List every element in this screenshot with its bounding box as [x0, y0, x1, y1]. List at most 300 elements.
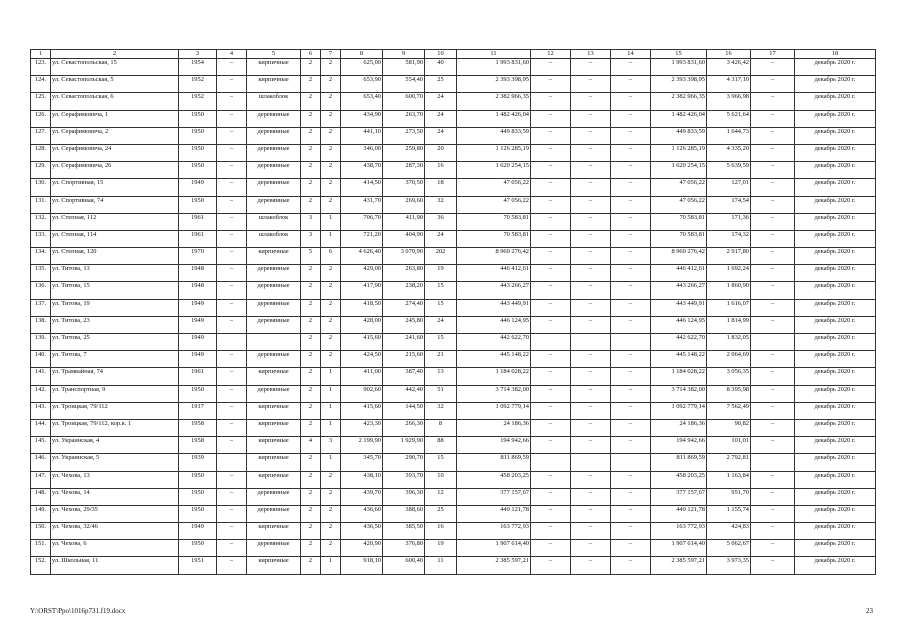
table-cell: – [571, 196, 611, 213]
table-cell: – [531, 179, 571, 196]
table-cell: 194 942,66 [651, 437, 707, 454]
table-cell: 171,36 [707, 213, 751, 230]
table-cell: 2 385 597,21 [457, 557, 531, 574]
column-number: 13 [571, 50, 611, 59]
table-cell: 101,01 [707, 437, 751, 454]
table-cell: 12 [425, 488, 457, 505]
table-cell: 449 121,78 [457, 505, 531, 522]
table-cell: 2 393 398,95 [457, 76, 531, 93]
table-cell: – [531, 76, 571, 93]
table-cell: декабрь 2020 г. [795, 471, 876, 488]
table-cell: декабрь 2020 г. [795, 299, 876, 316]
table-cell: 24 186,36 [651, 419, 707, 436]
table-cell: – [217, 76, 247, 93]
table-cell: – [611, 488, 651, 505]
table-cell: декабрь 2020 г. [795, 351, 876, 368]
table-cell: 32 [425, 196, 457, 213]
table-cell: – [217, 110, 247, 127]
table-row [31, 523, 876, 540]
table-cell: – [531, 402, 571, 419]
table-cell: 2 [301, 179, 321, 196]
table-cell: кирпичные [247, 523, 301, 540]
table-row [31, 93, 876, 110]
table-cell: 2 [301, 351, 321, 368]
table-cell: – [571, 505, 611, 522]
table-cell: – [571, 316, 611, 333]
table-cell: – [531, 471, 571, 488]
table-cell: – [751, 402, 795, 419]
table-cell: 2 [321, 144, 341, 161]
table-cell: – [571, 76, 611, 93]
table-cell: декабрь 2020 г. [795, 419, 876, 436]
table-cell: 47 056,22 [457, 196, 531, 213]
table-cell: 2 [321, 540, 341, 557]
table-cell: – [217, 488, 247, 505]
table-cell [217, 454, 247, 471]
table-cell: – [611, 144, 651, 161]
table-cell [611, 454, 651, 471]
column-number: 5 [247, 50, 301, 59]
table-cell [531, 454, 571, 471]
table-cell: 811 869,59 [457, 454, 531, 471]
table-cell: 721,20 [341, 230, 383, 247]
table-cell: ул. Школьная, 11 [51, 557, 179, 574]
table-cell: – [611, 385, 651, 402]
table-cell: 1950 [179, 540, 217, 557]
table-cell: деревянные [247, 196, 301, 213]
table-cell: 287,30 [383, 162, 425, 179]
table-cell: – [611, 265, 651, 282]
table-cell: 245,80 [383, 316, 425, 333]
table-cell: – [571, 557, 611, 574]
table-cell: 21 [425, 351, 457, 368]
table-cell: ул. Чехова, 6 [51, 540, 179, 557]
table-cell: 1 620 254,15 [457, 162, 531, 179]
table-cell: ул. Украинская, 4 [51, 437, 179, 454]
table-cell: – [571, 523, 611, 540]
table-cell [751, 334, 795, 351]
table-cell: ул. Титова, 13 [51, 265, 179, 282]
table-cell: 2 [301, 419, 321, 436]
table-cell: декабрь 2020 г. [795, 196, 876, 213]
table-cell: – [611, 540, 651, 557]
table-row [31, 351, 876, 368]
table-cell: 10 [425, 471, 457, 488]
table-cell: 1 814,99 [707, 316, 751, 333]
table-cell: – [531, 213, 571, 230]
table-cell: декабрь 2020 г. [795, 76, 876, 93]
table-cell: – [571, 59, 611, 76]
table-cell: 1949 [179, 523, 217, 540]
table-cell: 2 [321, 488, 341, 505]
table-cell: 415,60 [341, 402, 383, 419]
table-cell: 2 792,81 [707, 454, 751, 471]
table-cell: 3 [321, 437, 341, 454]
table-cell: 446 412,61 [457, 265, 531, 282]
table-cell: – [571, 179, 611, 196]
table-cell: 554,40 [383, 76, 425, 93]
table-cell: ул. Чехова, 13 [51, 471, 179, 488]
table-cell: деревянные [247, 316, 301, 333]
table-cell: деревянные [247, 505, 301, 522]
table-cell: 438,70 [341, 162, 383, 179]
table-row [31, 144, 876, 161]
table-cell: 2 [301, 505, 321, 522]
table-cell: 4 626,40 [341, 248, 383, 265]
table-cell: 1 620 254,15 [651, 162, 707, 179]
table-cell: – [571, 93, 611, 110]
table-cell: 128. [31, 144, 51, 161]
table-cell: 2 [321, 505, 341, 522]
table-cell: 600,40 [383, 557, 425, 574]
table-cell: – [217, 93, 247, 110]
table-cell: 130. [31, 179, 51, 196]
table-cell: 2 382 966,35 [651, 93, 707, 110]
table-cell: кирпичные [247, 454, 301, 471]
table-cell: 6 [321, 248, 341, 265]
table-cell: декабрь 2020 г. [795, 213, 876, 230]
table-cell: – [217, 213, 247, 230]
table-cell: 420,90 [341, 540, 383, 557]
table-row [31, 488, 876, 505]
table-cell: 132. [31, 213, 51, 230]
column-number: 14 [611, 50, 651, 59]
table-cell: 1 [321, 402, 341, 419]
table-cell: ул. Титова, 15 [51, 282, 179, 299]
table-cell: – [751, 505, 795, 522]
table-cell: 1958 [179, 419, 217, 436]
table-cell: – [751, 316, 795, 333]
table-cell: 653,90 [341, 76, 383, 93]
table-cell: 13 [425, 368, 457, 385]
table-cell: 1 482 426,04 [651, 110, 707, 127]
table-cell: 127,01 [707, 179, 751, 196]
table-cell: 2 [321, 523, 341, 540]
table-cell: – [531, 351, 571, 368]
table-row [31, 385, 876, 402]
table-cell: ул. Серафимовича, 2 [51, 127, 179, 144]
table-cell: 163 772,93 [457, 523, 531, 540]
table-cell: 2 385 597,21 [651, 557, 707, 574]
table-row [31, 248, 876, 265]
table-cell: 24 [425, 316, 457, 333]
table-cell: 1952 [179, 76, 217, 93]
table-cell: декабрь 2020 г. [795, 454, 876, 471]
table-cell: 449 833,59 [651, 127, 707, 144]
table-cell [571, 334, 611, 351]
table-cell: – [751, 299, 795, 316]
table-cell: 5 062,67 [707, 540, 751, 557]
table-cell: 1917 [179, 402, 217, 419]
table-row [31, 471, 876, 488]
column-number: 17 [751, 50, 795, 59]
table-cell: 47 056,22 [457, 179, 531, 196]
table-cell: деревянные [247, 110, 301, 127]
table-cell: – [751, 179, 795, 196]
table-cell: 8 395,98 [707, 385, 751, 402]
table-cell: 2 [301, 127, 321, 144]
table-cell: 1950 [179, 127, 217, 144]
table-row [31, 213, 876, 230]
table-cell: 393,70 [383, 471, 425, 488]
table-cell: – [751, 59, 795, 76]
table-cell: 2 [321, 127, 341, 144]
table-cell: декабрь 2020 г. [795, 488, 876, 505]
table-cell: ул. Титова, 25 [51, 334, 179, 351]
table-cell: 274,40 [383, 299, 425, 316]
table-cell: декабрь 2020 г. [795, 282, 876, 299]
table-cell: 653,40 [341, 93, 383, 110]
table-cell: – [531, 523, 571, 540]
table-cell: 1 126 285,19 [457, 144, 531, 161]
table-cell: 125. [31, 93, 51, 110]
table-cell: 1970 [179, 248, 217, 265]
table-cell: – [611, 127, 651, 144]
table-cell: 1949 [179, 334, 217, 351]
table-cell: 902,60 [341, 385, 383, 402]
table-cell: 442 622,70 [651, 334, 707, 351]
table-cell: 1 [321, 557, 341, 574]
table-cell: 458 203,25 [457, 471, 531, 488]
table-cell: – [571, 402, 611, 419]
table-cell: ул. Троицкая, 79/112, кор.в. 1 [51, 419, 179, 436]
table-cell: – [217, 265, 247, 282]
column-number: 8 [341, 50, 383, 59]
table-cell: шлакоблок [247, 213, 301, 230]
table-cell: – [751, 265, 795, 282]
table-cell: ул. Чехова, 32/46 [51, 523, 179, 540]
table-cell: – [571, 248, 611, 265]
table-cell: декабрь 2020 г. [795, 557, 876, 574]
table-cell: 1 644,73 [707, 127, 751, 144]
table-cell: – [571, 282, 611, 299]
table-cell: 370,50 [383, 179, 425, 196]
table-cell: 5 621,64 [707, 110, 751, 127]
table-cell: – [751, 93, 795, 110]
table-row [31, 179, 876, 196]
table-cell: 3 426,42 [707, 59, 751, 76]
table-cell: декабрь 2020 г. [795, 93, 876, 110]
table-cell: 2 [321, 196, 341, 213]
table-cell: 345,70 [341, 454, 383, 471]
table-cell: 5 639,59 [707, 162, 751, 179]
table-cell: – [751, 540, 795, 557]
table-cell: 25 [425, 505, 457, 522]
table-cell: декабрь 2020 г. [795, 316, 876, 333]
table-cell: кирпичные [247, 471, 301, 488]
table-cell: 2 064,69 [707, 351, 751, 368]
table-cell: 1 [321, 419, 341, 436]
table-cell: – [217, 351, 247, 368]
table-cell: деревянные [247, 162, 301, 179]
table-cell: 1954 [179, 59, 217, 76]
table-cell: – [531, 540, 571, 557]
table-cell: – [217, 471, 247, 488]
table-cell: – [751, 419, 795, 436]
table-cell: шлакоблок [247, 93, 301, 110]
table-cell: – [751, 557, 795, 574]
column-number: 6 [301, 50, 321, 59]
table-cell: 238,20 [383, 282, 425, 299]
table-cell: – [531, 110, 571, 127]
table-cell: 2 [301, 471, 321, 488]
table-cell: – [751, 127, 795, 144]
table-cell: 145. [31, 437, 51, 454]
table-cell: 8 [425, 419, 457, 436]
table-cell: – [571, 419, 611, 436]
table-cell [217, 334, 247, 351]
column-number: 3 [179, 50, 217, 59]
table-cell: декабрь 2020 г. [795, 505, 876, 522]
table-cell: 3 [301, 213, 321, 230]
table-cell: 1 907 614,40 [651, 540, 707, 557]
table-cell: 24 [425, 110, 457, 127]
table-row [31, 76, 876, 93]
table-cell: 2 [301, 523, 321, 540]
table-cell: 449 121,78 [651, 505, 707, 522]
table-cell: 2 [301, 299, 321, 316]
table-cell: 3 714 382,00 [651, 385, 707, 402]
table-row [31, 402, 876, 419]
table-cell: – [217, 162, 247, 179]
document-path: Y:\ORST\Ppo\1016p731.f19.docx [30, 607, 126, 615]
table-row [31, 316, 876, 333]
table-cell: 124. [31, 76, 51, 93]
table-cell: 2 [321, 179, 341, 196]
table-cell: 2 [321, 76, 341, 93]
table-cell: 163 772,93 [651, 523, 707, 540]
table-cell: – [611, 402, 651, 419]
table-cell: – [611, 437, 651, 454]
table-cell: 1950 [179, 505, 217, 522]
table-cell: – [751, 213, 795, 230]
table-cell: 8 960 276,42 [651, 248, 707, 265]
table-row [31, 454, 876, 471]
table-cell: 1 482 426,04 [457, 110, 531, 127]
table-cell: – [751, 385, 795, 402]
table-cell: – [531, 144, 571, 161]
table-cell: 1952 [179, 93, 217, 110]
table-cell: 1 092 779,14 [457, 402, 531, 419]
table-cell: 436,60 [341, 505, 383, 522]
table-cell: 439,70 [341, 488, 383, 505]
table-cell: декабрь 2020 г. [795, 334, 876, 351]
table-row [31, 282, 876, 299]
table-cell: 70 583,81 [651, 213, 707, 230]
table-cell: 174,54 [707, 196, 751, 213]
table-cell: – [531, 59, 571, 76]
table-cell: 4 317,10 [707, 76, 751, 93]
table-cell: 32 [425, 402, 457, 419]
table-cell: – [611, 316, 651, 333]
table-cell: ул. Титова, 23 [51, 316, 179, 333]
table-cell: 1 126 285,19 [651, 144, 707, 161]
table-cell: – [751, 144, 795, 161]
table-cell: 1 860,90 [707, 282, 751, 299]
table-cell: – [751, 162, 795, 179]
table-cell [571, 454, 611, 471]
table-cell: – [611, 196, 651, 213]
table-cell: 2 [321, 110, 341, 127]
table-cell: кирпичные [247, 76, 301, 93]
table-cell: 1 692,24 [707, 265, 751, 282]
table-cell: 148. [31, 488, 51, 505]
table-cell: 141. [31, 368, 51, 385]
table-cell: – [217, 437, 247, 454]
table-cell: 15 [425, 334, 457, 351]
table-cell: – [571, 437, 611, 454]
table-cell: 1950 [179, 385, 217, 402]
table-cell: деревянные [247, 488, 301, 505]
table-cell: – [751, 230, 795, 247]
table-cell: 445 148,22 [651, 351, 707, 368]
table-cell: 3 056,35 [707, 368, 751, 385]
table-cell: – [217, 59, 247, 76]
table-cell: 4 [301, 437, 321, 454]
table-row [31, 110, 876, 127]
table-cell: – [611, 230, 651, 247]
table-cell: кирпичные [247, 402, 301, 419]
table-cell: 377 157,67 [651, 488, 707, 505]
column-number: 16 [707, 50, 751, 59]
table-cell: 70 583,81 [651, 230, 707, 247]
table-cell: 11 [425, 557, 457, 574]
table-cell: 1 [321, 454, 341, 471]
column-number-row [31, 50, 876, 59]
table-cell: 47 056,22 [651, 196, 707, 213]
table-cell: 918,10 [341, 557, 383, 574]
table-cell: – [217, 402, 247, 419]
table-cell: 1 155,74 [707, 505, 751, 522]
table-cell: 133. [31, 230, 51, 247]
table-cell: 2 [321, 93, 341, 110]
table-cell: 144,50 [383, 402, 425, 419]
table-cell: деревянные [247, 385, 301, 402]
column-number: 2 [51, 50, 179, 59]
table-cell: 1951 [179, 557, 217, 574]
table-cell: деревянные [247, 265, 301, 282]
table-cell: – [751, 110, 795, 127]
column-number: 10 [425, 50, 457, 59]
table-cell: 1 929,90 [383, 437, 425, 454]
table-cell: – [611, 351, 651, 368]
table-cell: ул. Степная, 112 [51, 213, 179, 230]
table-cell: 1958 [179, 437, 217, 454]
table-cell: деревянные [247, 127, 301, 144]
table-cell: – [571, 385, 611, 402]
table-cell: – [611, 368, 651, 385]
table-cell: 1949 [179, 351, 217, 368]
table-cell: – [571, 368, 611, 385]
table-cell: 3 714 382,00 [457, 385, 531, 402]
table-cell: – [571, 230, 611, 247]
table-cell: 458 203,25 [651, 471, 707, 488]
table-cell: кирпичные [247, 368, 301, 385]
table-cell [751, 454, 795, 471]
table-cell: 415,60 [341, 334, 383, 351]
table-body [31, 59, 876, 575]
table-cell: шлакоблок [247, 230, 301, 247]
table-cell: 428,00 [341, 316, 383, 333]
table-cell: ул. Севастопольская, 6 [51, 93, 179, 110]
table-cell: – [611, 557, 651, 574]
table-cell: деревянные [247, 282, 301, 299]
table-cell: 151. [31, 540, 51, 557]
table-cell: – [611, 76, 651, 93]
table-cell: 263,80 [383, 265, 425, 282]
table-cell: 2 [301, 76, 321, 93]
table-cell: 241,60 [383, 334, 425, 351]
